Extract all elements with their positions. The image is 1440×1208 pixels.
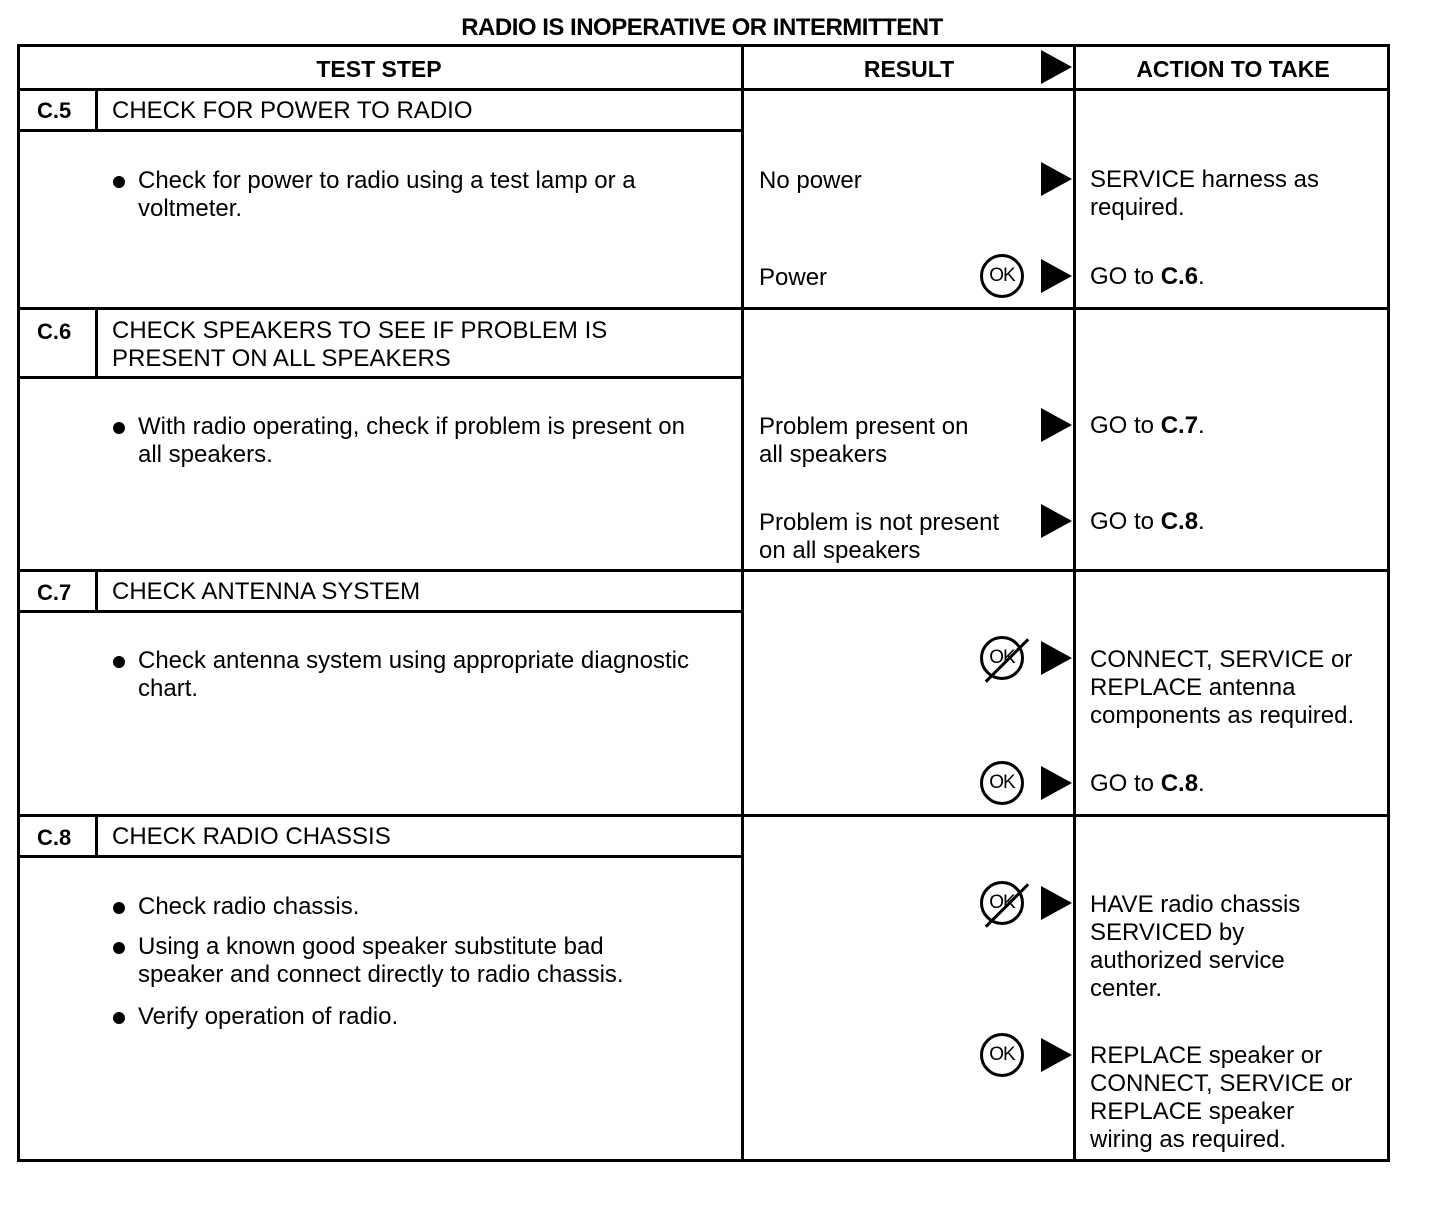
- bullet-text: all speakers.: [138, 441, 273, 468]
- result-label: all speakers: [759, 441, 888, 468]
- step-ref: C.8: [1160, 508, 1199, 535]
- not-ok-symbol-icon: OK: [980, 636, 1024, 680]
- bullet-icon: [113, 176, 125, 188]
- result-label: No power: [759, 167, 862, 194]
- ok-symbol-icon: OK: [980, 1033, 1024, 1077]
- bullet-icon: [113, 942, 125, 954]
- action-text: REPLACE speaker: [1090, 1098, 1295, 1125]
- bullet-icon: [113, 902, 125, 914]
- action-text: center.: [1090, 975, 1163, 1002]
- action-text: SERVICE harness as: [1090, 166, 1319, 193]
- arrow-icon: [1041, 641, 1072, 675]
- chart-title: RADIO IS INOPERATIVE OR INTERMITTENT: [461, 14, 943, 41]
- step-ref: C.7: [1160, 412, 1199, 439]
- action-text: CONNECT, SERVICE or: [1090, 646, 1353, 673]
- header-arrow-icon: [1041, 50, 1072, 84]
- row-divider: [17, 814, 1390, 817]
- bullet-text: Check for power to radio using a test lamp or a: [138, 167, 636, 194]
- column-divider: [1073, 44, 1076, 1162]
- column-divider: [741, 44, 744, 1162]
- arrow-icon: [1041, 504, 1072, 538]
- step-title: CHECK SPEAKERS TO SEE IF PROBLEM IS: [112, 317, 608, 344]
- step-id: C.6: [37, 319, 72, 344]
- action-text: GO to C.6.: [1090, 263, 1205, 290]
- action-text: authorized service: [1090, 947, 1285, 974]
- arrow-icon: [1041, 886, 1072, 920]
- ok-symbol-icon: OK: [980, 254, 1024, 298]
- step-id-divider: [95, 88, 98, 132]
- bullet-text: Check antenna system using appropriate diagnostic: [138, 647, 689, 674]
- step-id-divider: [95, 814, 98, 858]
- header-action: ACTION TO TAKE: [1136, 56, 1330, 82]
- step-ref: C.8: [1160, 770, 1199, 797]
- bullet-icon: [113, 1012, 125, 1024]
- result-label: Power: [759, 264, 828, 291]
- arrow-icon: [1041, 1038, 1072, 1072]
- step-title: CHECK FOR POWER TO RADIO: [112, 97, 473, 124]
- bullet-text: voltmeter.: [138, 195, 243, 222]
- bullet-text: With radio operating, check if problem is present on: [138, 413, 685, 440]
- bullet-icon: [113, 656, 125, 668]
- action-text: GO to C.8.: [1090, 508, 1205, 535]
- step-title-divider: [17, 376, 744, 379]
- row-divider: [17, 569, 1390, 572]
- action-text: SERVICED by: [1090, 919, 1245, 946]
- result-label: on all speakers: [759, 537, 921, 564]
- arrow-icon: [1041, 259, 1072, 293]
- arrow-icon: [1041, 766, 1072, 800]
- step-id: C.5: [37, 98, 72, 123]
- action-text: GO to C.8.: [1090, 770, 1205, 797]
- arrow-icon: [1041, 162, 1072, 196]
- action-text: GO to C.7.: [1090, 412, 1205, 439]
- step-title: CHECK RADIO CHASSIS: [112, 823, 391, 850]
- action-text: REPLACE speaker or: [1090, 1042, 1323, 1069]
- step-id: C.8: [37, 825, 72, 850]
- step-id-divider: [95, 569, 98, 613]
- not-ok-symbol-icon: OK: [980, 881, 1024, 925]
- bullet-text: chart.: [138, 675, 199, 702]
- bullet-text: Using a known good speaker substitute bad: [138, 933, 604, 960]
- bullet-text: Verify operation of radio.: [138, 1003, 399, 1030]
- header-test-step: TEST STEP: [316, 56, 442, 82]
- row-divider: [17, 307, 1390, 310]
- action-text: HAVE radio chassis: [1090, 891, 1301, 918]
- bullet-text: speaker and connect directly to radio chassis.: [138, 961, 624, 988]
- action-text: wiring as required.: [1090, 1126, 1287, 1153]
- action-text: CONNECT, SERVICE or: [1090, 1070, 1353, 1097]
- step-title: CHECK ANTENNA SYSTEM: [112, 578, 421, 605]
- step-title: PRESENT ON ALL SPEAKERS: [112, 345, 451, 372]
- step-id-divider: [95, 307, 98, 379]
- ok-symbol-icon: OK: [980, 761, 1024, 805]
- bullet-icon: [113, 422, 125, 434]
- action-text: REPLACE antenna: [1090, 674, 1296, 701]
- step-title-divider: [17, 855, 744, 858]
- bullet-text: Check radio chassis.: [138, 893, 360, 920]
- header-result: RESULT: [863, 56, 955, 82]
- step-title-divider: [17, 610, 744, 613]
- row-divider: [17, 88, 1390, 91]
- step-id: C.7: [37, 580, 72, 605]
- step-ref: C.6: [1160, 263, 1199, 290]
- step-title-divider: [17, 129, 744, 132]
- action-text: required.: [1090, 194, 1185, 221]
- action-text: components as required.: [1090, 702, 1355, 729]
- result-label: Problem is not present: [759, 509, 1000, 536]
- result-label: Problem present on: [759, 413, 969, 440]
- arrow-icon: [1041, 408, 1072, 442]
